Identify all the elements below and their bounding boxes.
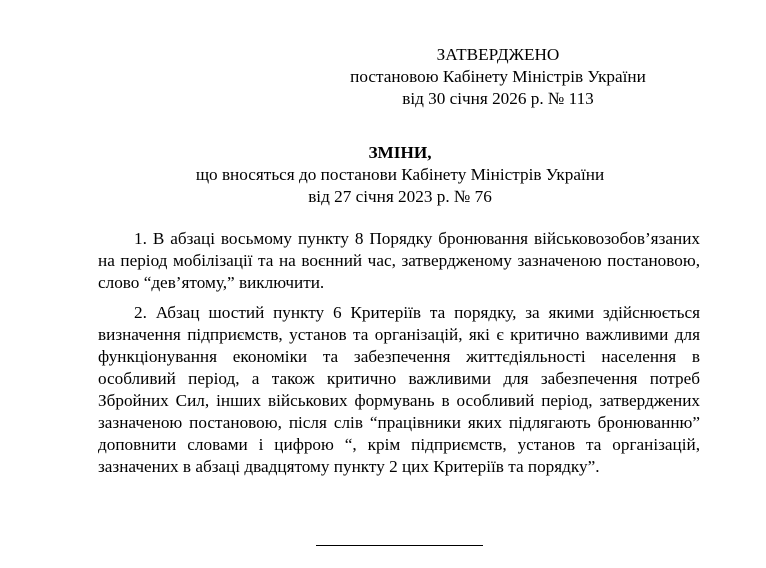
approval-line-1: постановою Кабінету Міністрів України (350, 67, 646, 86)
approval-line-2: від 30 січня 2026 р. № 113 (402, 89, 594, 108)
approval-stamp (318, 44, 678, 110)
approval-status: ЗАТВЕРДЖЕНО (436, 45, 560, 64)
closing-rule (316, 545, 483, 546)
paragraph-2: 2. Абзац шостий пункту 6 Критеріїв та порядку, за якими здійснюється визначення підприємств, установ та організацій, які є критично важливими для функціонування економіки та забезпечення життєдіяльності населення в особливий період, а також критично важливими для забезпечення потреб Збройних Сил, інших військових формувань в особливий період, затверджених зазначеною постановою, після слів “працівники яких підлягають бронюванню” доповнити словами і цифрою “, крім підприємств, установ та організацій, зазначених в абзаці двадцятому пункту 2 цих Критеріїв та порядку”. (98, 303, 700, 476)
paragraph-1: 1. В абзаці восьмому пункту 8 Порядку бронювання військовозобов’язаних на період мобілізації та на воєнний час, затвердженому зазначеною постановою, слово “дев’ятому,” виключити. (98, 229, 700, 292)
title-block (0, 142, 766, 208)
document-subtitle-1: що вносяться до постанови Кабінету Міністрів України (195, 165, 605, 184)
document-subtitle-2: від 27 січня 2023 р. № 76 (308, 187, 492, 206)
document-heading: ЗМІНИ, (368, 143, 432, 162)
